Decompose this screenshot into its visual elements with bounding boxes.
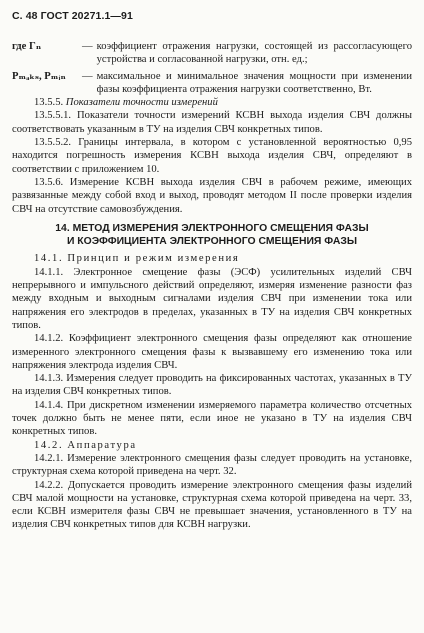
definition-dash: — xyxy=(82,70,93,82)
paragraph: 14.2.1. Измерение электронного смещения фазы следует проводить на установке, структурная схема которой приведена на черт. 32. xyxy=(12,452,412,478)
paragraph: 13.5.6. Измерение КСВН выхода изделия СВЧ в рабочем режиме, имеющих развязанные между собой вход и выход, проводят методом II после проверки изделия СВЧ на отсутствие самовозбуждения. xyxy=(12,176,412,215)
paragraph: 14.2.2. Допускается проводить измерение электронного смещения фазы изделий СВЧ малой мощности на установке, структурная схема которой приведена на черт. 33, если КСВН измерителя фазы СВЧ не превышает значения, установленного в ТУ на изделия СВЧ конкретных типов для КСВН нагрузки. xyxy=(12,479,412,531)
paragraph: 14.1. Принцип и режим измерения xyxy=(34,253,240,265)
paragraph: 14.1.2. Коэффициент электронного смещения фазы определяют как отношение измеренного электронного смещения фазы к вызвавшему его изменению тока или напряжения электрода изделия СВЧ. xyxy=(12,333,412,371)
definition-row xyxy=(12,70,412,97)
clause-number: 13.5.5. xyxy=(34,97,64,109)
definition-row xyxy=(12,40,412,67)
section-heading xyxy=(12,222,412,249)
section-heading-line: 14. МЕТОД ИЗМЕРЕНИЯ ЭЛЕКТРОННОГО СМЕЩЕНИЯ ФАЗЫ xyxy=(55,222,369,234)
paragraph: 14.2. Аппаратура xyxy=(34,439,137,451)
paragraph: 14.1.3. Измерения следует проводить на фиксированных частотах, указанных в ТУ на изделия СВЧ конкретных типов. xyxy=(12,373,412,398)
definition-term: Pₘₐₖₛ, Pₘᵢₙ xyxy=(12,70,66,82)
definition-term: где Гₙ xyxy=(12,41,42,52)
paragraph: 13.5.5.2. Границы интервала, в котором с установленной вероятностью 0,95 находится погрешность измерения КСВН выхода изделия СВЧ, определяют в соответствии с приложением 10. xyxy=(12,137,412,175)
paragraph: 13.5.5.1. Показатели точности измерений КСВН выхода изделия СВЧ должны соответствовать указанным в ТУ на изделия СВЧ конкретных типов. xyxy=(12,110,412,135)
page-header: С. 48 ГОСТ 20271.1—91 xyxy=(12,10,133,22)
paragraph xyxy=(12,96,412,109)
definition-text: коэффициент отражения нагрузки, состоящей из рассогласующего устройства и согласованной нагрузки, отн. ед.; xyxy=(96,41,412,66)
page-body xyxy=(12,40,412,532)
clause-title: Показатели точности измерений xyxy=(65,97,218,109)
section-heading-line: И КОЭФФИЦИЕНТА ЭЛЕКТРОННОГО СМЕЩЕНИЯ ФАЗЫ xyxy=(66,236,358,248)
definition-text: максимальное и минимальное значения мощности при изменении фазы коэффициента отражения нагрузки соответственно, Вт. xyxy=(96,70,412,95)
definition-dash: — xyxy=(82,41,93,52)
paragraph: 14.1.4. При дискретном изменении измеряемого параметра количество отсчетных точек должно быть не менее пяти, если иное не указано в ТУ на изделия СВЧ конкретных типов. xyxy=(12,399,412,438)
paragraph: 14.1.1. Электронное смещение фазы (ЭСФ) усилительных изделий СВЧ непрерывного и импульсного действий определяют, измеряя изменение разности фаз между входным и выходным сигналами изделия СВЧ при изменении тока или напряжения его электродов в пределах, указанных в ТУ на изделия СВЧ конкретных типов. xyxy=(12,266,412,331)
